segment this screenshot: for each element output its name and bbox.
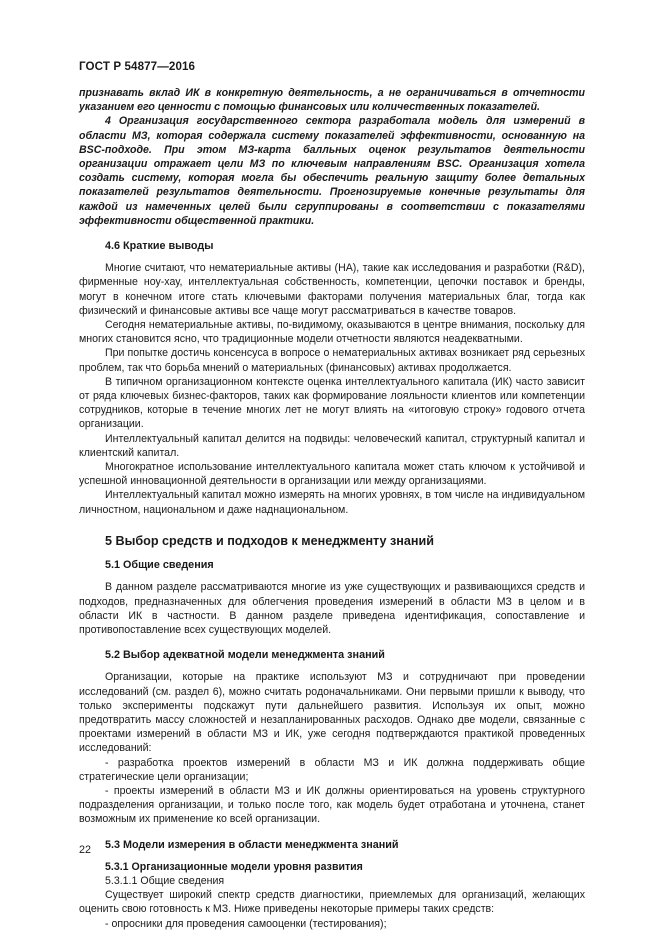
section-4-6-paragraph: В типичном организационном контексте оценка интеллектуального капитала (ИК) часто зависит от ряда ключевых бизнес-факторов, таких как формирование лояльности клиентов или компетенции сотрудников, которые в течение многих лет не могут влиять на «итоговую строку» годового отчета организации. [79, 375, 585, 431]
section-4-6-heading: 4.6 Краткие выводы [105, 240, 214, 253]
note-example-4: 4 Организация государственного сектора разработала модель для измерений в области МЗ, которая содержала систему показателей эффективности, основанную на BSC-подходе. При этом МЗ-карта балльных оценок результатов деятельности организации отражает цели МЗ по ключевым направлениям BSC. Организация хотела создать систему, которая могла бы обеспечить реальную защиту более детальных показателей результатов деятельности. Прогнозируемые конечные результаты для каждой из намеченных целей были сгруппированы в соответствии с показателями эффективности общественной практики. [79, 115, 585, 227]
section-4-6-paragraph: Сегодня нематериальные активы, по-видимому, оказываются в центре внимания, поскольку для многих становится ясно, что традиционные модели отчетности являются неадекватными. [79, 319, 585, 346]
section-5-3-paragraph: Существует широкий спектр средств диагностики, приемлемых для организаций, желающих оценить свою готовность к МЗ. Ниже приведены некоторые примеры таких средств: [79, 889, 585, 916]
section-5-3-1-heading: 5.3.1 Организационные модели уровня развития [105, 860, 363, 873]
section-5-3-list-item: - опросники для проведения самооценки (тестирования); [105, 917, 387, 930]
section-4-6-paragraph: Интеллектуальный капитал делится на подвиды: человеческий капитал, структурный капитал и клиентский капитал. [79, 432, 585, 459]
section-4-6-paragraph: При попытке достичь консенсуса в вопросе о нематериальных активах возникает ряд серьезных проблем, так что борьба мнений о материальных (финансовых) активах продолжается. [79, 347, 585, 374]
note-continuation: признавать вклад ИК в конкретную деятельность, а не ограничиваться в отчетности указанием его ценности с помощью финансовых или количественных показателей. [79, 87, 585, 114]
page-number: 22 [79, 844, 92, 856]
section-5-1-heading: 5.1 Общие сведения [105, 559, 214, 572]
section-5-2-list-item: - проекты измерений в области МЗ и ИК должны ориентироваться на уровень структурного подразделения организации, и только после того, как модель будет отработана и уточнена, станет возможным их применение ко всей организации. [79, 784, 585, 826]
section-5-2-heading: 5.2 Выбор адекватной модели менеджмента знаний [105, 649, 385, 662]
section-5-2-paragraph: Организации, которые на практике используют МЗ и сотрудничают при проведении исследований (см. раздел 6), можно считать родоначальниками. Они первыми пришли к выводу, что только эксперименты подскажут пути дальнейшего развития. Используя их опыт, можно предотвратить массу сложностей и незапланированных расходов. Однако две модели, связанные с проектами измерений в области МЗ и ИК, уже сегодня подтверждаются практикой проведенных исследований: [79, 671, 585, 755]
section-5-2-list-item: - разработка проектов измерений в области МЗ и ИК должна поддерживать общие стратегические цели организации; [79, 756, 585, 783]
section-5-3-1-1-heading: 5.3.1.1 Общие сведения [105, 874, 225, 887]
section-4-6-paragraph: Интеллектуальный капитал можно измерять на многих уровнях, в том числе на индивидуальном личностном, национальном и даже наднациональном. [79, 489, 585, 516]
section-5-heading: 5 Выбор средств и подходов к менеджменту знаний [105, 533, 434, 548]
document-header: ГОСТ Р 54877—2016 [79, 60, 196, 73]
page-content [79, 86, 585, 931]
section-5-1-paragraph: В данном разделе рассматриваются многие из уже существующих и развивающихся средств и подходов, предназначенных для облегчения проведения измерений в области МЗ в целом и в области ИК в частности. В данном разделе приведена идентификация, сопоставление и противопоставление всех существующих моделей. [79, 581, 585, 636]
section-4-6-paragraph: Многократное использование интеллектуального капитала может стать ключом к устойчивой и успешной инновационной деятельности в организации или между организациями. [79, 461, 585, 488]
section-4-6-paragraph: Многие считают, что нематериальные активы (НА), такие как исследования и разработки (R&D), фирменные ноу-хау, интеллектуальная собственность, компетенции, цепочки поставок и бренды, могут в конечном итоге стать ключевыми факторами получения материальных благ, тогда как физический и финансовые активы все чаще могут рассматриваться в качестве товаров. [79, 262, 585, 317]
section-5-3-heading: 5.3 Модели измерения в области менеджмента знаний [105, 838, 399, 851]
